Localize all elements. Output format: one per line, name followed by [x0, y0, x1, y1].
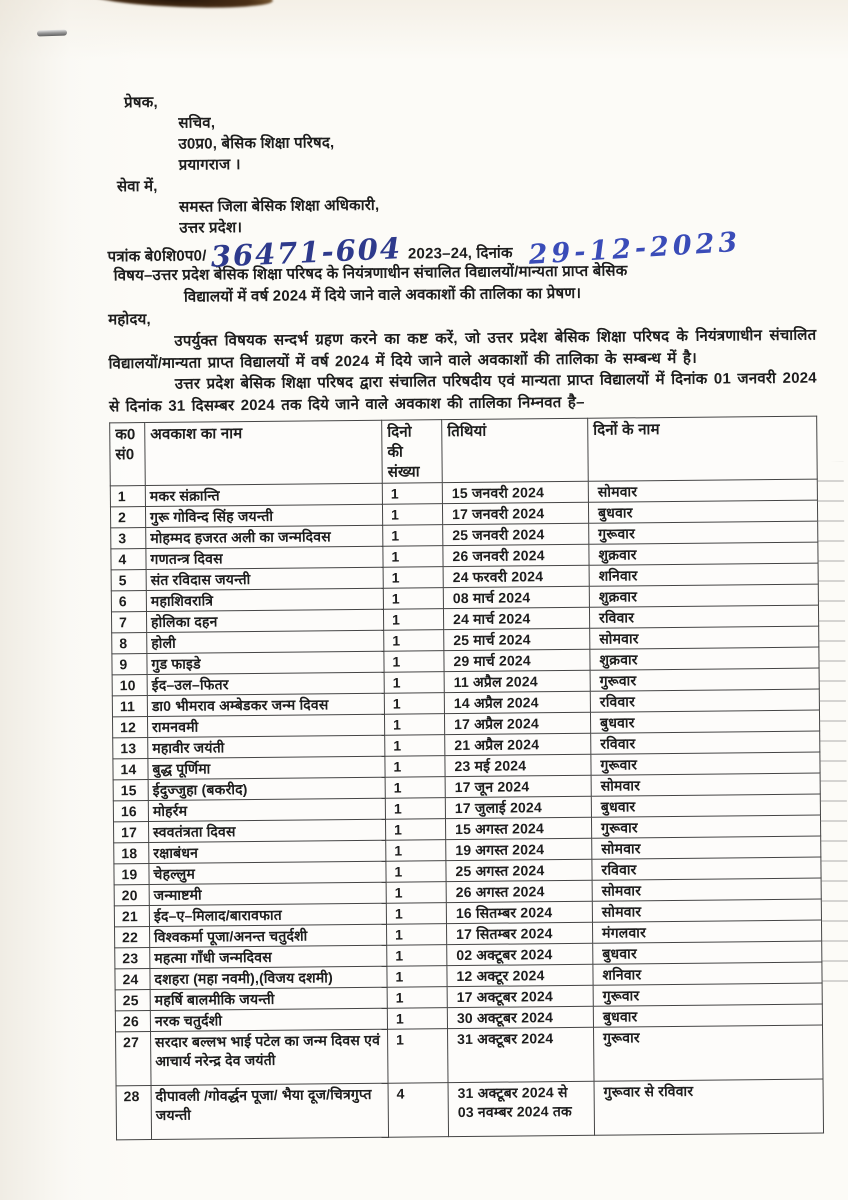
cell-days: 1 — [384, 714, 444, 736]
cell-days: 1 — [386, 861, 446, 883]
cell-sno: 7 — [111, 612, 146, 633]
cell-days: 1 — [384, 630, 444, 652]
scan-dash-artifact — [37, 29, 67, 36]
body-paragraph-2: उत्तर प्रदेश बेसिक शिक्षा परिषद द्वारा संचालित परिषदीय एवं मान्यता प्राप्त विद्यालयों में दिनांक 01 जनवरी 2024 से दिनांक 31 दिसम्बर 2024 तक दिये जाने वाले अवकाश की तालिका निम्नवत है– — [108, 369, 817, 415]
cell-name: गुड फाइडे — [147, 651, 384, 674]
cell-day: सोमवार — [592, 899, 821, 922]
cell-date: 11 अप्रैल 2024 — [444, 670, 590, 692]
scan-smudge-artifact — [88, 0, 274, 11]
cell-date: 17 जनवरी 2024 — [442, 502, 588, 524]
cell-days: 1 — [387, 987, 447, 1009]
cell-day: शुक्रवार — [590, 647, 819, 670]
cell-day: बुधवार — [593, 1004, 822, 1027]
cell-days: 1 — [384, 693, 444, 715]
to-label: सेवा में, — [116, 177, 158, 196]
reference-session: 2023–24, — [407, 244, 473, 263]
cell-days: 1 — [383, 567, 443, 589]
cell-day: सोमवार — [592, 878, 821, 901]
cell-days: 1 — [383, 588, 443, 610]
salutation: महोदय, — [108, 310, 151, 329]
cell-date: 31 अक्टूबर 2024 से 03 नवम्बर 2024 तक — [448, 1081, 595, 1136]
reference-date-label: दिनांक — [476, 244, 513, 262]
cell-days: 1 — [384, 672, 444, 694]
cell-sno: 28 — [116, 1085, 152, 1139]
table-header-row — [110, 416, 818, 486]
cell-name: ईद–ए–मिलाद/बारावफात — [149, 903, 386, 926]
cell-date: 14 अप्रैल 2024 — [444, 691, 590, 713]
cell-name: गुरू गोविन्द सिंह जयन्ती — [145, 504, 382, 527]
cell-date: 26 जनवरी 2024 — [443, 544, 589, 566]
cell-day: बुधवार — [588, 500, 817, 523]
cell-date: 23 मई 2024 — [445, 754, 591, 776]
cell-sno: 11 — [112, 696, 147, 717]
cell-sno: 15 — [113, 780, 148, 801]
cell-days: 1 — [382, 504, 442, 526]
cell-sno: 26 — [115, 1011, 150, 1032]
cell-date: 15 जनवरी 2024 — [442, 481, 588, 503]
cell-day: रविवार — [590, 689, 819, 712]
column-header-days-count: दिनो की संख्या — [382, 420, 443, 484]
cell-name: महत्मा गाँधी जन्मदिवस — [150, 945, 387, 968]
cell-day: गुरूवार से रविवार — [594, 1079, 824, 1135]
cell-day: बुधवार — [590, 710, 819, 733]
recipient-line: समस्त जिला बेसिक शिक्षा अधिकारी, — [179, 196, 380, 216]
cell-day: शुक्रवार — [589, 584, 818, 607]
cell-sno: 4 — [111, 549, 146, 570]
cell-days: 4 — [388, 1083, 449, 1138]
cell-days: 1 — [386, 924, 446, 946]
cell-days: 1 — [382, 483, 442, 505]
recipient-line: उत्तर प्रदेश। — [179, 219, 243, 237]
cell-day: सोमवार — [590, 626, 819, 649]
cell-day: रविवार — [589, 605, 818, 628]
sender-line: सचिव, — [178, 114, 216, 132]
cell-name: गणतन्त्र दिवस — [146, 546, 383, 569]
cell-name: रक्षाबंधन — [149, 840, 386, 863]
column-header-dates: तिथियां — [442, 418, 589, 482]
cell-date: 17 अक्टूबर 2024 — [447, 985, 593, 1007]
subject-line-2: विद्यालयों में वर्ष 2024 में दिये जाने वाले अवकाशों की तालिका का प्रेषण। — [183, 284, 582, 306]
cell-sno: 9 — [112, 654, 147, 675]
cell-sno: 20 — [114, 885, 149, 906]
cell-sno: 14 — [113, 759, 148, 780]
cell-sno: 5 — [111, 570, 146, 591]
cell-day: बुधवार — [591, 794, 820, 817]
handwritten-reference-number: 36471-604 — [209, 231, 403, 274]
cell-name: संत रविदास जयन्ती — [146, 567, 383, 590]
cell-sno: 25 — [115, 990, 150, 1011]
cell-sno: 22 — [115, 927, 150, 948]
cell-day: शनिवार — [593, 962, 822, 985]
cell-days: 1 — [383, 525, 443, 547]
cell-days: 1 — [385, 819, 445, 841]
column-header-day-names: दिनों के नाम — [588, 416, 818, 481]
cell-days: 1 — [383, 546, 443, 568]
cell-day: गुरूवार — [593, 983, 822, 1006]
cell-name: होलिका दहन — [146, 609, 383, 632]
cell-sno: 18 — [114, 843, 149, 864]
holiday-table-wrap — [109, 416, 823, 1141]
reference-prefix: पत्रांक बे0शि0प0/ — [107, 247, 207, 266]
cell-name: महर्षि बालमीकि जयन्ती — [150, 987, 387, 1010]
cell-name: दशहरा (महा नवमी),(विजय दशमी) — [150, 966, 387, 989]
body-paragraph-1: उपर्युक्त विषयक सन्दर्भ ग्रहण करने का कष्ट करें, जो उत्तर प्रदेश बेसिक शिक्षा परिषद के नियंत्रणाधीन संचालित विद्यालयों/मान्यता प्राप्त विद्यालयों में वर्ष 2024 में दिये जाने वाले अवकाशों की तालिका के सम्बन्ध में है। — [108, 326, 817, 372]
cell-day: सोमवार — [591, 773, 820, 796]
column-header-serial: क0 सं0 — [110, 423, 146, 486]
cell-date: 17 अप्रैल 2024 — [444, 712, 590, 734]
cell-date: 21 अप्रैल 2024 — [445, 733, 591, 755]
cell-name: विश्वकर्मा पूजा/अनन्त चतुर्दशी — [150, 924, 387, 947]
cell-date: 17 जुलाई 2024 — [445, 796, 591, 818]
cell-sno: 23 — [115, 948, 150, 969]
cell-sno: 13 — [113, 738, 148, 759]
cell-name: चेहल्लुम — [149, 861, 386, 884]
cell-day: गुरूवार — [591, 752, 820, 775]
cell-sno: 2 — [110, 507, 145, 528]
document — [106, 86, 824, 1141]
cell-date: 25 अगस्त 2024 — [446, 859, 592, 881]
holiday-table-body — [110, 479, 823, 1140]
scan-row-line-artifacts — [817, 461, 848, 989]
table-row — [116, 1025, 823, 1086]
cell-days: 1 — [387, 945, 447, 967]
table-row — [116, 1079, 823, 1140]
cell-date: 17 जून 2024 — [445, 775, 591, 797]
cell-date: 30 अक्टूबर 2024 — [447, 1006, 593, 1028]
cell-day: मंगलवार — [592, 920, 821, 943]
cell-date: 25 जनवरी 2024 — [443, 523, 589, 545]
cell-date: 16 सितम्बर 2024 — [446, 901, 592, 923]
cell-days: 1 — [388, 1029, 449, 1084]
cell-date: 08 मार्च 2024 — [443, 586, 589, 608]
cell-sno: 19 — [114, 864, 149, 885]
cell-days: 1 — [385, 735, 445, 757]
cell-sno: 12 — [112, 717, 147, 738]
cell-days: 1 — [385, 798, 445, 820]
sender-line: उ0प्र0, बेसिक शिक्षा परिषद, — [178, 134, 335, 153]
cell-date: 24 मार्च 2024 — [443, 607, 589, 629]
cell-day: शुक्रवार — [589, 542, 818, 565]
sender-line: प्रयागराज । — [178, 156, 241, 174]
cell-days: 1 — [385, 777, 445, 799]
cell-name: दीपावली /गोवर्द्धन पूजा/ भैया दूज/चित्रगुप्त जयन्ती — [151, 1083, 389, 1139]
cell-day: गुरूवार — [591, 815, 820, 838]
cell-days: 1 — [387, 966, 447, 988]
cell-day: शनिवार — [589, 563, 818, 586]
cell-date: 25 मार्च 2024 — [444, 628, 590, 650]
cell-name: मोहर्रम — [148, 798, 385, 821]
cell-name: महाशिवरात्रि — [146, 588, 383, 611]
cell-name: स्ववतंत्रता दिवस — [149, 819, 386, 842]
cell-name: सरदार बल्लभ भाई पटेल का जन्म दिवस एवं आचार्य नरेन्द्र देव जयंती — [151, 1029, 389, 1085]
subject-line-1: विषय–उत्तर प्रदेश बेसिक शिक्षा परिषद के नियंत्रणाधीन संचालित विद्यालयों/मान्यता प्राप्त बेसिक — [113, 262, 628, 285]
cell-day: गुरूवार — [590, 668, 819, 691]
cell-name: महावीर जयंती — [148, 735, 385, 758]
cell-sno: 1 — [110, 486, 145, 507]
cell-name: रामनवमी — [147, 714, 384, 737]
cell-date: 15 अगस्त 2024 — [445, 817, 591, 839]
cell-name: मोहम्मद हजरत अली का जन्मदिवस — [146, 525, 383, 548]
cell-date: 26 अगस्त 2024 — [446, 880, 592, 902]
from-label: प्रेषक, — [124, 93, 158, 112]
cell-sno: 6 — [111, 591, 146, 612]
cell-day: रविवार — [592, 857, 821, 880]
cell-days: 1 — [383, 609, 443, 631]
cell-date: 17 सितम्बर 2024 — [446, 922, 592, 944]
cell-day: बुधवार — [593, 941, 822, 964]
cell-days: 1 — [386, 903, 446, 925]
cell-sno: 24 — [115, 969, 150, 990]
cell-name: डा0 भीमराव अम्बेडकर जन्म दिवस — [147, 693, 384, 716]
cell-sno: 8 — [112, 633, 147, 654]
cell-name: नरक चतुर्दशी — [150, 1008, 387, 1031]
cell-name: जन्माष्टमी — [149, 882, 386, 905]
cell-days: 1 — [387, 1008, 447, 1030]
cell-sno: 17 — [114, 822, 149, 843]
cell-name: मकर संक्रान्ति — [145, 483, 382, 506]
cell-date: 31 अक्टूबर 2024 — [448, 1027, 595, 1082]
cell-day: गुरूवार — [593, 1025, 823, 1081]
cell-sno: 16 — [113, 801, 148, 822]
cell-days: 1 — [384, 651, 444, 673]
cell-day: गुरूवार — [589, 521, 818, 544]
cell-date: 12 अक्टूर 2024 — [447, 964, 593, 986]
cell-day: रविवार — [591, 731, 820, 754]
cell-sno: 21 — [114, 906, 149, 927]
cell-date: 19 अगस्त 2024 — [446, 838, 592, 860]
cell-days: 1 — [385, 756, 445, 778]
cell-date: 02 अक्टूबर 2024 — [447, 943, 593, 965]
cell-sno: 3 — [111, 528, 146, 549]
cell-days: 1 — [386, 882, 446, 904]
cell-name: ईदुज्जुहा (बकरीद) — [148, 777, 385, 800]
cell-sno: 10 — [112, 675, 147, 696]
cell-day: सोमवार — [592, 836, 821, 859]
cell-name: ईद–उल–फितर — [147, 672, 384, 695]
cell-date: 29 मार्च 2024 — [444, 649, 590, 671]
cell-day: सोमवार — [588, 479, 817, 502]
holiday-table — [109, 416, 824, 1141]
handwritten-date: 29-12-2023 — [527, 226, 743, 271]
cell-date: 24 फरवरी 2024 — [443, 565, 589, 587]
column-header-holiday-name: अवकाश का नाम — [145, 420, 383, 485]
cell-sno: 27 — [116, 1031, 152, 1085]
cell-days: 1 — [386, 840, 446, 862]
cell-name: बुद्ध पूर्णिमा — [148, 756, 385, 779]
cell-name: होली — [147, 630, 384, 653]
